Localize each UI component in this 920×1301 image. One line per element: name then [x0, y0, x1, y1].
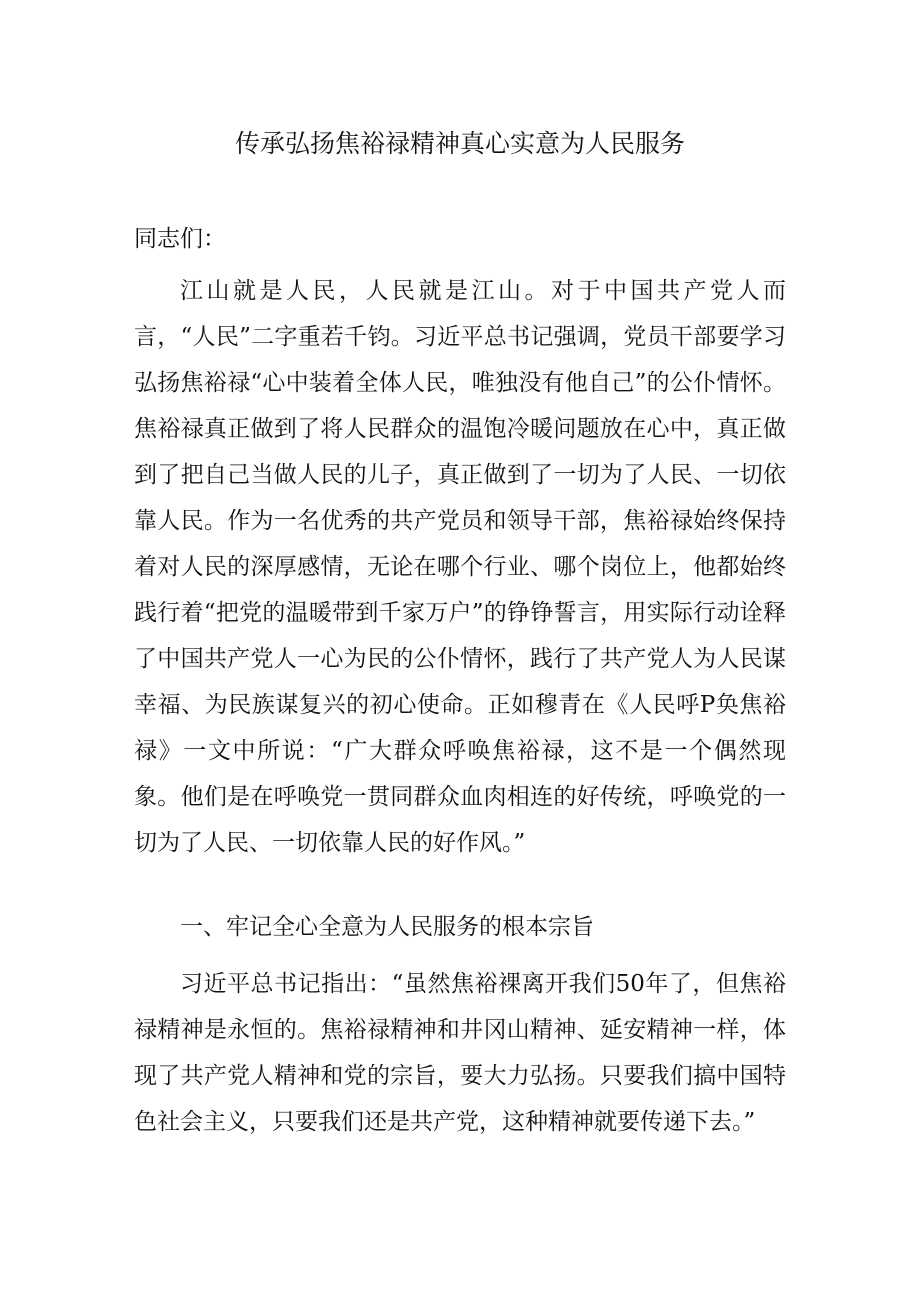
paragraph-intro: 江山就是人民，人民就是江山。对于中国共产党人而言，“人民”二字重若千钧。习近平总书记强调，党员干部要学习弘扬焦裕禄“心中装着全体人民，唯独没有他自己”的公仆情怀。焦裕禄真正做到了将人民群众的温饱冷暖问题放在心中，真正做到了把自己当做人民的儿子，真正做到了一切为了人民、一切依靠人民。作为一名优秀的共产党员和领导干部，焦裕禄始终保持着对人民的深厚感情，无论在哪个行业、哪个岗位上，他都始终践行着“把党的温暖带到千家万户”的铮铮誓言，用实际行动诠释了中国共产党人一心为民的公仆情怀，践行了共产党人为人民谋幸福、为民族谋复兴的初心使命。正如穆青在《人民呼P奂焦裕禄》一文中所说：“广大群众呼唤焦裕禄，这不是一个偶然现象。他们是在呼唤党一贯同群众血肉相连的好传统，呼唤党的一切为了人民、一切依靠人民的好作风。”: [134, 278, 786, 856]
section-heading-1: 一、牢记全心全意为人民服务的根本宗旨: [180, 914, 594, 940]
salutation: 同志们：: [134, 226, 226, 252]
paragraph-section-1: 习近平总书记指出：“虽然焦裕裸离开我们50年了，但焦裕禄精神是永恒的。焦裕禄精神和井冈山精神、延安精神一样，体现了共产党人精神和党的宗旨，要大力弘扬。只要我们搞中国特色社会主义，只要我们还是共产党，这种精神就要传递下去。”: [134, 971, 786, 1135]
document-title: 传承弘扬焦裕禄精神真心实意为人民服务: [234, 129, 685, 158]
